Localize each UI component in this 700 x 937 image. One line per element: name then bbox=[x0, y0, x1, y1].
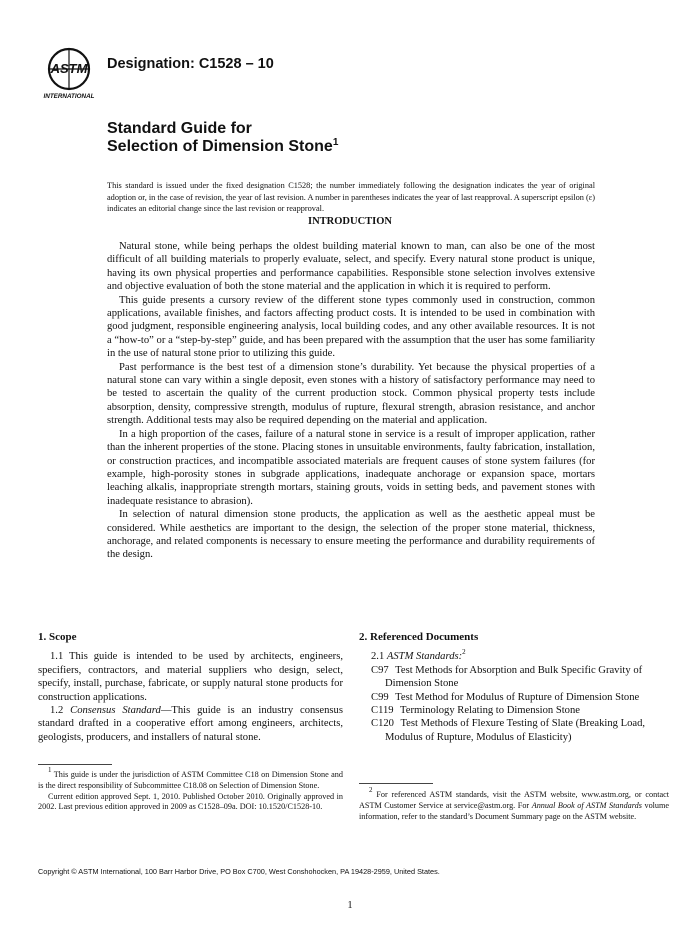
designation: Designation: C1528 – 10 bbox=[107, 56, 274, 72]
title-footnote-mark: 1 bbox=[332, 137, 339, 148]
reference-item: C97 Test Methods for Absorption and Bulk Specific Gravity of Dimension Stone bbox=[371, 664, 643, 690]
scope-section bbox=[38, 631, 343, 744]
astm-logo bbox=[38, 45, 100, 101]
referenced-documents-section bbox=[359, 631, 669, 744]
intro-paragraph: In selection of natural dimension stone products, the application as well as the aesthetic appeal must be considered. While aesthetics are important to the design, the selection of the proper stone material, thickness, anchorage, and related components is necessary to ensure meeting the performance and durability requirements of the design. bbox=[107, 509, 595, 561]
copyright-line: Copyright © ASTM International, 100 Barr Harbor Drive, PO Box C700, West Conshohocken, PA 19428-2959, United States. bbox=[38, 867, 440, 876]
intro-paragraph: Natural stone, while being perhaps the oldest building material known to man, can also be one of the most difficult of all building materials to properly evaluate, select, and specify. Every natural stone product is unique, having its own physical properties and performance capabilities. Responsible stone selection involves extensive and objective evaluation of both the stone material and the application in which it is required to perform. bbox=[107, 241, 595, 293]
footnote-rule bbox=[359, 783, 433, 784]
title-line-1: Standard Guide for bbox=[107, 120, 252, 137]
referenced-heading: 2. Referenced Documents bbox=[359, 631, 479, 643]
issued-note: This standard is issued under the fixed designation C1528; the number immediately following the designation indicates the year of original adoption or, in the case of revision, the year of last revision. A number in parentheses indicates the year of last reapproval. A superscript epsilon (ε) indicates an editorial change since the last revision or reapproval. bbox=[107, 181, 595, 214]
footnote-rule bbox=[38, 764, 112, 765]
page-number: 1 bbox=[347, 900, 353, 911]
introduction-body bbox=[107, 240, 595, 562]
scope-paragraph-2: 1.2 Consensus Standard—This guide is an industry consensus standard drafted in a cooperative effort among engineers, architects, geologists, producers, and installers of natural stone. bbox=[38, 705, 343, 743]
astm-standards-subheading: 2.1 ASTM Standards:$^2$ bbox=[371, 648, 466, 663]
reference-item: C119 Terminology Relating to Dimension Stone bbox=[371, 705, 580, 717]
intro-paragraph: This guide presents a cursory review of the different stone types commonly used in construction, common applications, available finishes, and factors affecting product costs. It is intended to be used in combination with good judgment, responsible engineering analysis, local building codes, and any other available resources. It is not a “how-to” or a “step-by-step” guide, and has been prepared with the assumption that the user has some familiarity in the use of natural stone prior to utilizing this guide. bbox=[107, 294, 595, 360]
svg-text:INTERNATIONAL: INTERNATIONAL bbox=[43, 93, 95, 100]
reference-item: C99 Test Method for Modulus of Rupture of Dimension Stone bbox=[371, 691, 640, 703]
scope-paragraph-1: 1.1 This guide is intended to be used by architects, engineers, specifiers, contractors, and material suppliers who design, select, specify, install, purchase, fabricate, or supply natural stone products for construction applications. bbox=[38, 651, 343, 703]
document-title bbox=[107, 120, 338, 156]
footnote-1: $^1$ This guide is under the jurisdiction of ASTM Committee C18 on Dimension Stone and is the direct responsibility of Subcommittee C18.08 on Selection of Dimension Stone. Current edition approved Sept. 1, 2010. Published October 2010. Originally approved in 2002. Last previous edition approved in 2009 as C1528–09a. DOI: 10.1520/C1528-10. bbox=[38, 766, 343, 812]
reference-item: C120 Test Methods of Flexure Testing of Slate (Breaking Load, Modulus of Rupture, Modulus of Elasticity) bbox=[371, 718, 646, 743]
scope-heading: 1. Scope bbox=[38, 631, 77, 643]
footnote-2: $^2$ For referenced ASTM standards, visit the ASTM website, www.astm.org, or contact ASTM Customer Service at service@astm.org. For Annual Book of ASTM Standards volume information, refer to the standard’s Document Summary page on the ASTM website. bbox=[359, 786, 670, 821]
intro-paragraph: In a high proportion of the cases, failure of a natural stone in service is a result of improper application, rather than the inherent properties of the stone. Placing stones in unsuitable environments, faulty fabrication, installation, or construction practices, and incompatible associated materials are frequent causes of stone system failures (for example, high-porosity stones in subgrade applications, inadequate anchorage or expansion space, mortars leaching alkalis, inappropriate strength mortars, staining grouts, voids in setting beds, and pavement stones with inadequate resistance to abrasion). bbox=[107, 428, 595, 507]
title-line-2: Selection of Dimension Stone$^1$ bbox=[107, 137, 339, 155]
svg-text:ASTM: ASTM bbox=[50, 61, 88, 76]
introduction-heading: INTRODUCTION bbox=[307, 216, 392, 227]
intro-paragraph: Past performance is the best test of a dimension stone’s durability. Yet because the physical properties of a natural stone can vary within a single deposit, even stones with a history of satisfactory performance may need to be tested to ascertain the quality of the current production stock. Common physical property tests include absorption, density, compressive strength, modulus of rupture, flexural strength, abrasion resistance, and anchor strength. Additional tests may also be required depending on the material and application. bbox=[107, 361, 595, 427]
